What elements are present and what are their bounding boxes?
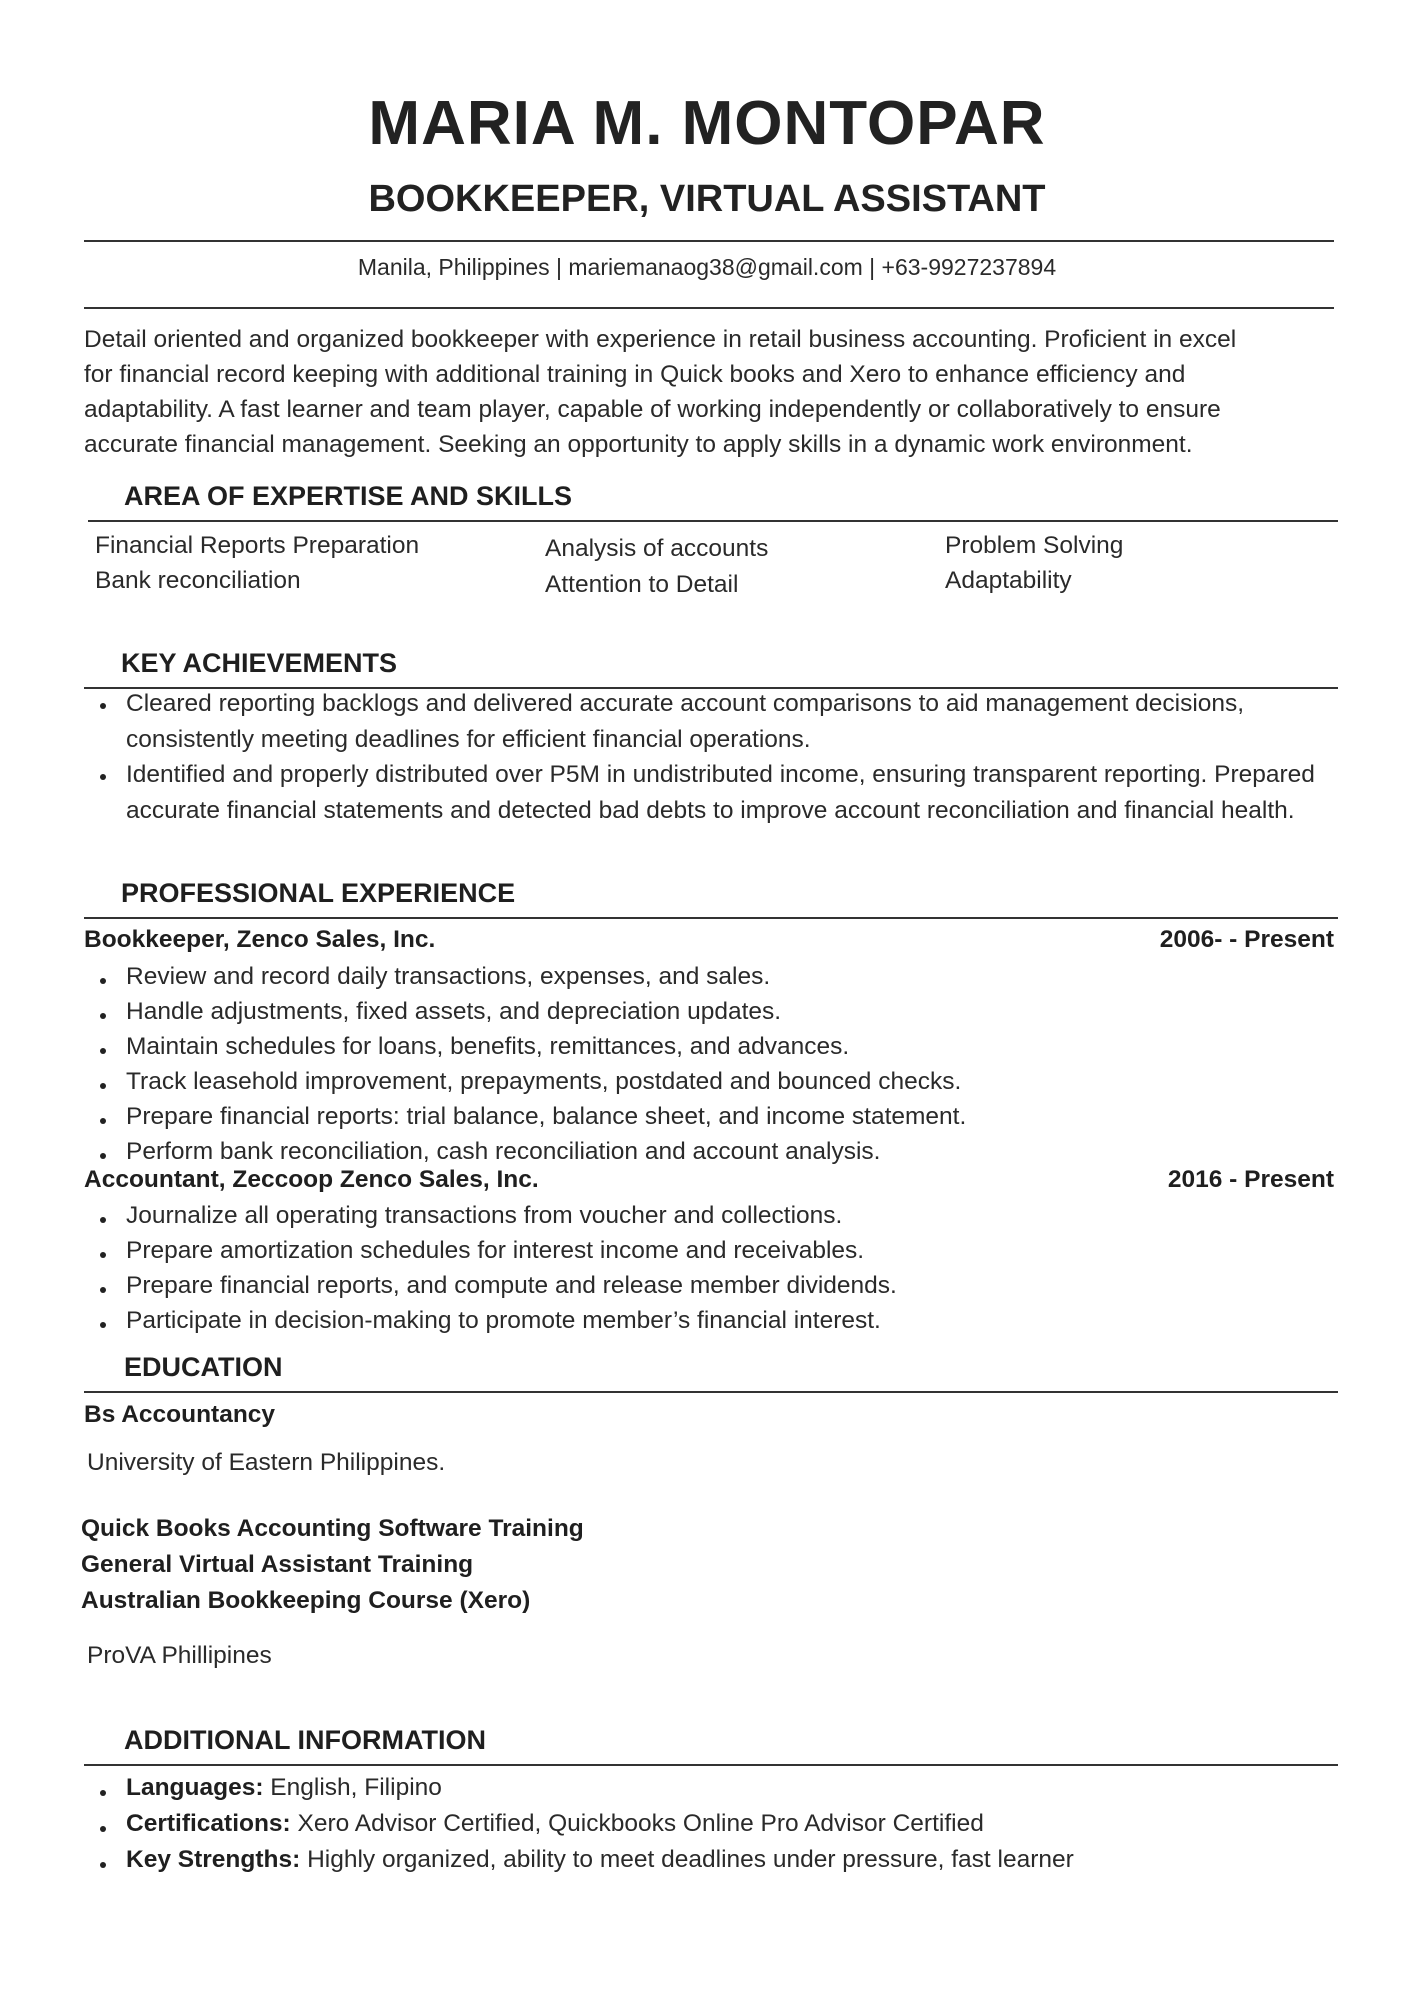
professional-summary [84, 322, 1334, 462]
job-duty: Review and record daily transactions, expenses, and sales. [84, 959, 1334, 994]
job-duty: Handle adjustments, fixed assets, and depreciation updates. [84, 994, 1334, 1029]
skill-item: Bank reconciliation [95, 567, 301, 594]
job-duty: Participate in decision-making to promote member’s financial interest. [84, 1303, 1334, 1338]
achievement-item: Cleared reporting backlogs and delivered accurate account comparisons to aid management decisions, consistently meeting deadlines for efficient financial operations. [84, 686, 1334, 757]
school: University of Eastern Philippines. [87, 1449, 446, 1476]
additional-value: Xero Advisor Certified, Quickbooks Online Pro Advisor Certified [290, 1810, 984, 1837]
additional-item [84, 1842, 1334, 1878]
job-title: Accountant, Zeccoop Zenco Sales, Inc. [84, 1166, 539, 1193]
additional-item [84, 1770, 1334, 1806]
summary-line: Detail oriented and organized bookkeeper with experience in retail business accounting. Proficient in excel [84, 326, 1237, 353]
education-divider [84, 1391, 1338, 1393]
job-title: Bookkeeper, Zenco Sales, Inc. [84, 926, 436, 953]
additional-label: Key Strengths: [126, 1846, 301, 1873]
additional-list [84, 1770, 1334, 1878]
additional-value: English, Filipino [263, 1774, 442, 1801]
training-item: Australian Bookkeeping Course (Xero) [81, 1587, 531, 1614]
skill-item: Attention to Detail [545, 571, 739, 598]
skill-item: Problem Solving [945, 532, 1124, 559]
summary-line: for financial record keeping with additional training in Quick books and Xero to enhance efficiency and [84, 361, 1186, 388]
header-divider-bottom [84, 307, 1334, 309]
skill-item: Adaptability [945, 567, 1072, 594]
skill-item: Analysis of accounts [545, 535, 769, 562]
achievements-list [84, 686, 1334, 828]
job-duties-list [84, 1198, 1334, 1338]
job-duty: Prepare financial reports, and compute and release member dividends. [84, 1268, 1334, 1303]
contact-line: Manila, Philippines | mariemanaog38@gmail.com | +63-9927237894 [357, 254, 1057, 280]
additional-label: Certifications: [126, 1810, 291, 1837]
job-duty: Track leasehold improvement, prepayments, postdated and bounced checks. [84, 1064, 1334, 1099]
experience-heading: PROFESSIONAL EXPERIENCE [121, 878, 516, 908]
job-dates: 2006- - Present [1159, 926, 1334, 953]
additional-divider [84, 1764, 1338, 1766]
training-item: Quick Books Accounting Software Training [81, 1515, 584, 1542]
job-dates: 2016 - Present [1167, 1166, 1334, 1193]
achievements-heading: KEY ACHIEVEMENTS [121, 648, 398, 678]
experience-divider [84, 917, 1338, 919]
education-heading: EDUCATION [124, 1352, 283, 1382]
job-duty: Perform bank reconciliation, cash reconciliation and account analysis. [84, 1134, 1334, 1169]
job-duty: Prepare amortization schedules for interest income and receivables. [84, 1233, 1334, 1268]
additional-label: Languages: [126, 1774, 264, 1801]
summary-line: adaptability. A fast learner and team player, capable of working independently or collaboratively to ensure [84, 396, 1221, 423]
candidate-title: BOOKKEEPER, VIRTUAL ASSISTANT [368, 178, 1046, 220]
job-duty: Prepare financial reports: trial balance, balance sheet, and income statement. [84, 1099, 1334, 1134]
candidate-name: MARIA M. MONTOPAR [368, 89, 1046, 158]
additional-item [84, 1806, 1334, 1842]
summary-line: accurate financial management. Seeking an opportunity to apply skills in a dynamic work environment. [84, 431, 1193, 458]
additional-value: Highly organized, ability to meet deadlines under pressure, fast learner [300, 1846, 1074, 1873]
training-item: General Virtual Assistant Training [81, 1551, 474, 1578]
degree: Bs Accountancy [84, 1401, 276, 1428]
training-provider: ProVA Phillipines [87, 1642, 272, 1669]
skills-heading: AREA OF EXPERTISE AND SKILLS [124, 481, 573, 511]
job-duties-list [84, 959, 1334, 1169]
additional-heading: ADDITIONAL INFORMATION [124, 1725, 486, 1755]
header-divider-top [84, 240, 1334, 242]
job-duty: Journalize all operating transactions from voucher and collections. [84, 1198, 1334, 1233]
achievement-item: Identified and properly distributed over P5M in undistributed income, ensuring transparent reporting. Prepared accurate financial statements and detected bad debts to improve account reconciliation and financial health. [84, 757, 1334, 828]
skills-divider [88, 520, 1338, 522]
skill-item: Financial Reports Preparation [95, 532, 420, 559]
job-duty: Maintain schedules for loans, benefits, remittances, and advances. [84, 1029, 1334, 1064]
